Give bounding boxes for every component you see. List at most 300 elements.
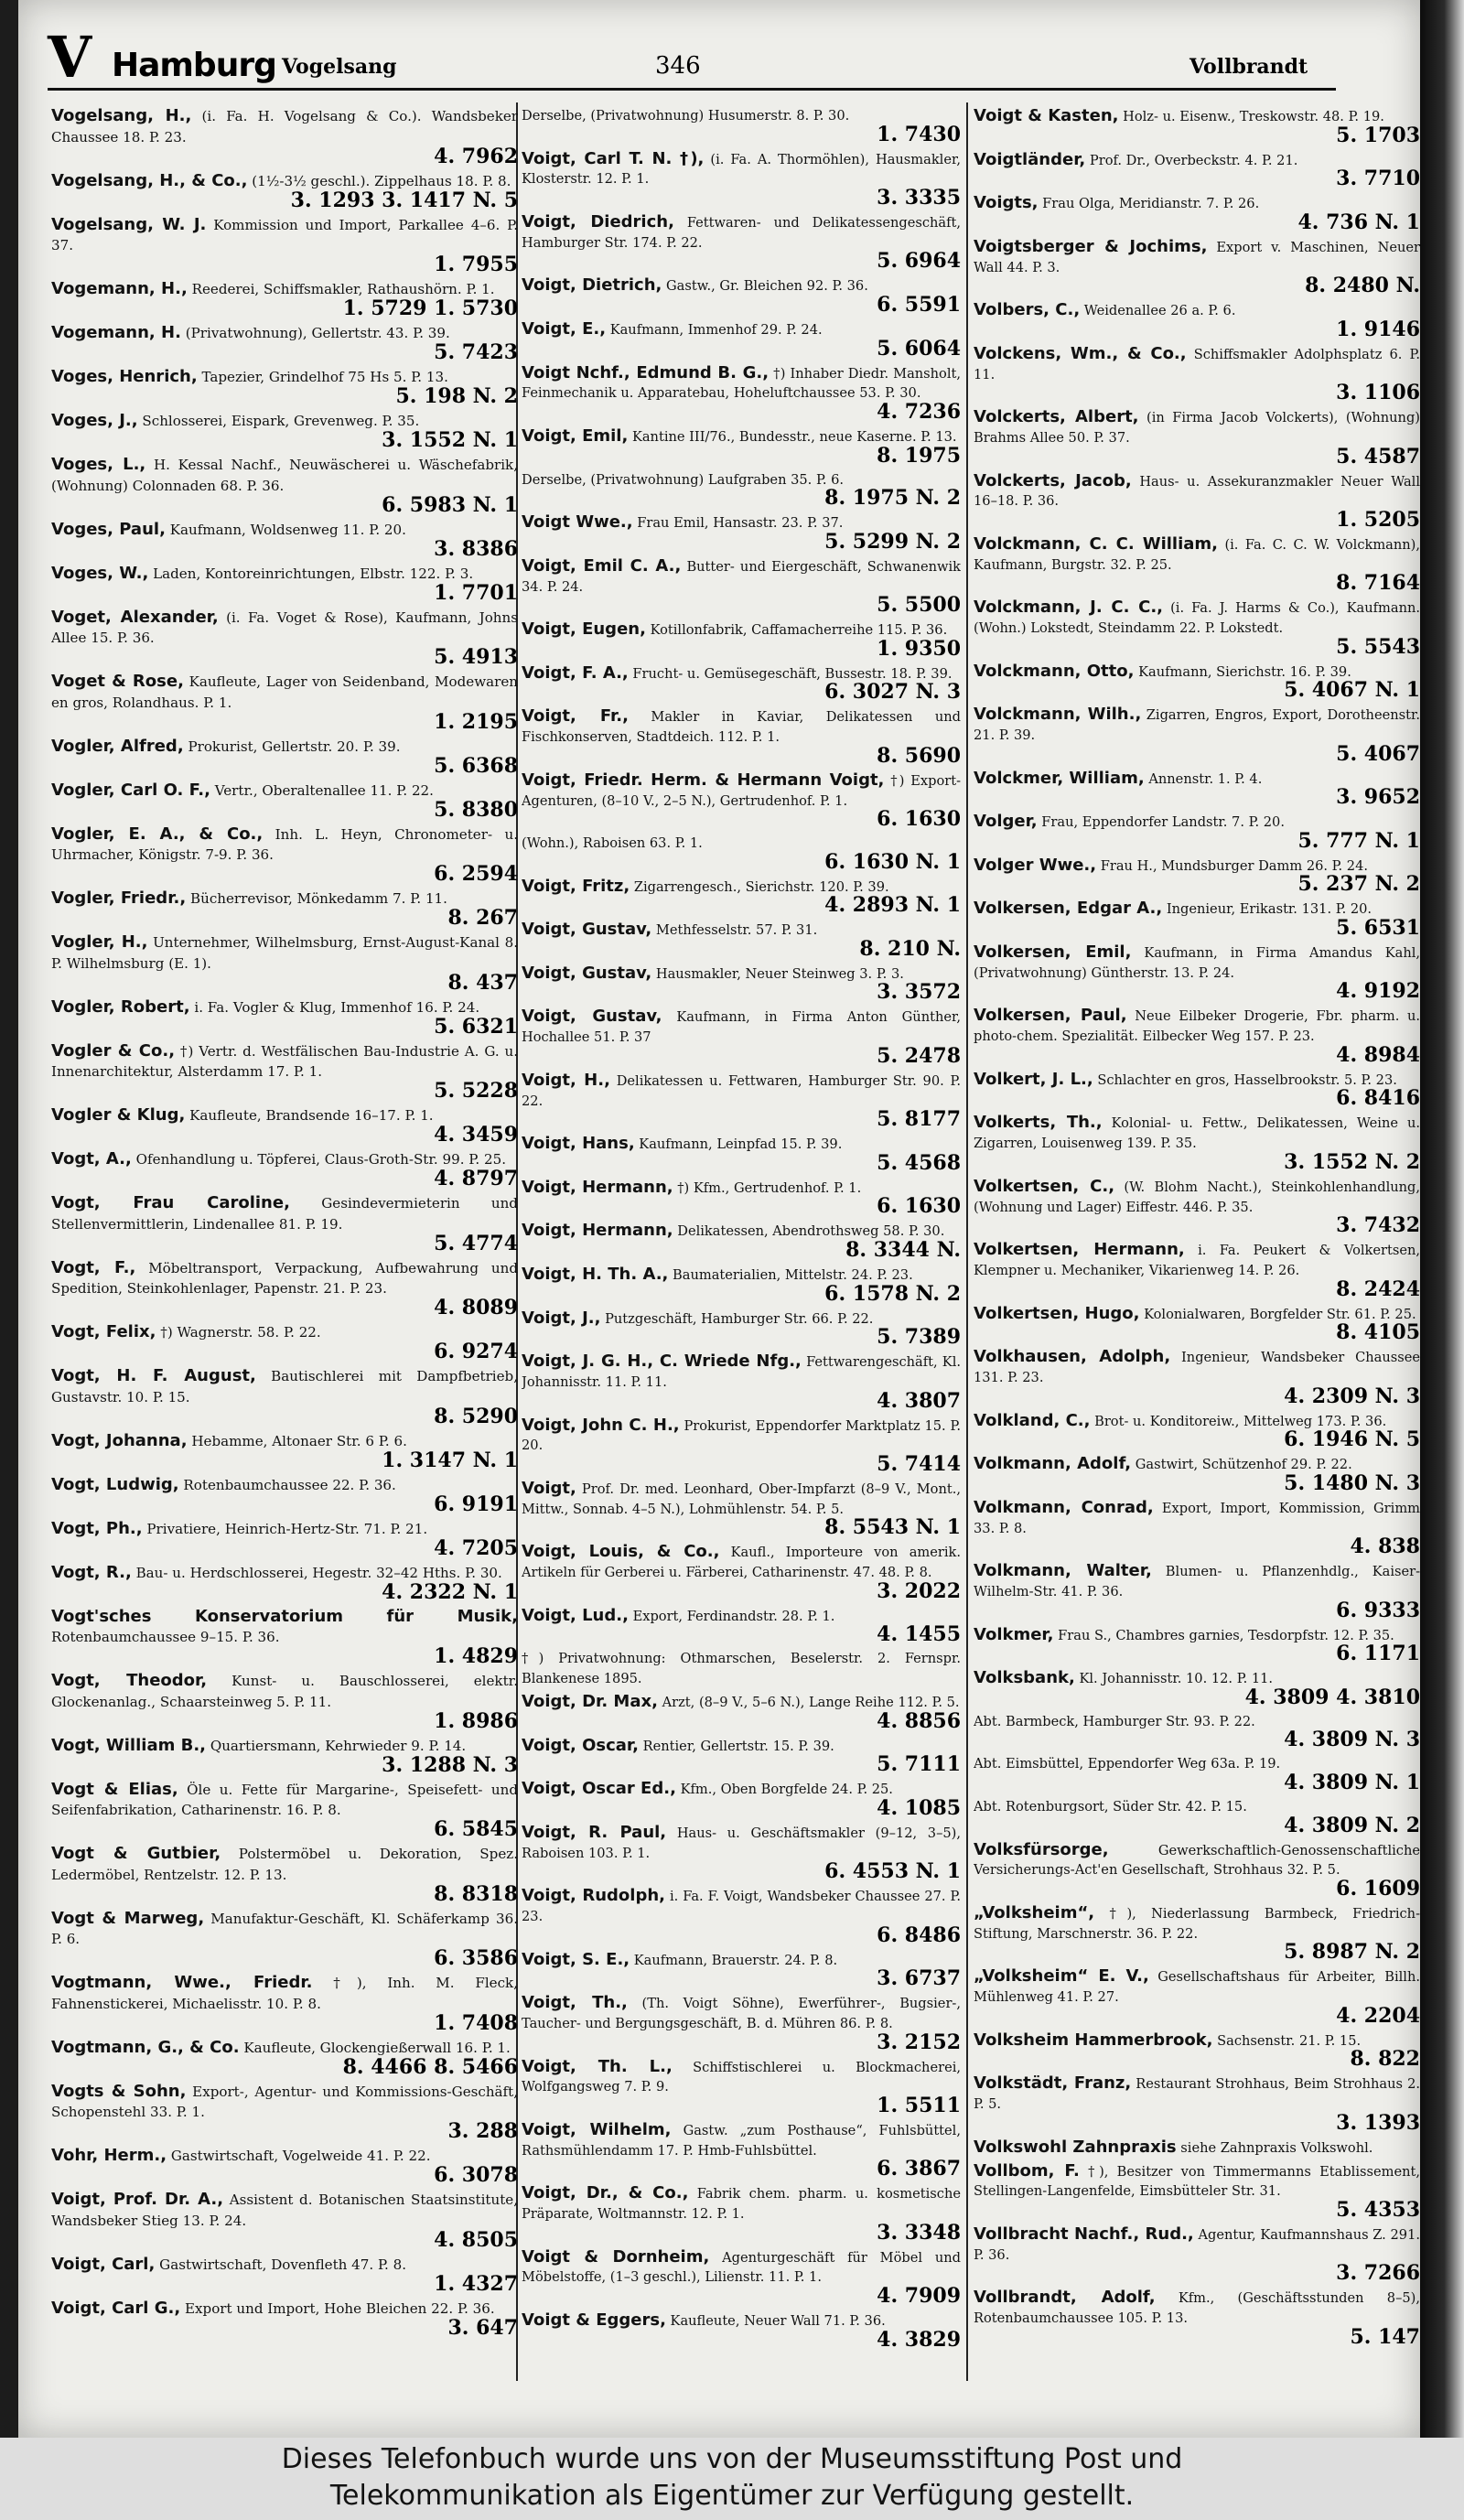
entry-details: Rotenbaumchaussee 9–15. P. 36. (51, 1629, 280, 1645)
entry-details: Gastw., Gr. Bleichen 92. P. 36. (666, 278, 868, 295)
directory-entry (974, 812, 1420, 853)
phone-number: 4. 3809 N. 2 (1284, 1813, 1420, 1837)
entry-name: Vogt, Theodor, (51, 1671, 208, 1690)
directory-entry (974, 1177, 1420, 1237)
entry-name: Vollbracht Nachf., Rud., (974, 2224, 1194, 2244)
entry-name: Volkland, C., (974, 1410, 1091, 1430)
entry-details: Schiffstischlerei u. Blockmacherei, Wolfgangsweg 7. P. 9. (522, 2059, 961, 2095)
entry-details: Inh. L. Heyn, Chronometer- u. Uhrmacher, Königstr. 7-9. P. 36. (51, 825, 518, 863)
phone-number: 4. 3809 4. 3810 (1244, 1685, 1420, 1709)
phone-number: 1. 9146 (1336, 317, 1420, 341)
phone-number: 5. 1480 N. 3 (1284, 1470, 1420, 1495)
entry-name: Vogt, Johanna, (51, 1430, 188, 1450)
entry-details: Prof. Dr., Overbeckstr. 4. P. 21. (1089, 152, 1298, 168)
phone-number: 8. 210 N. (859, 936, 961, 961)
phone-number: 3. 9652 (1336, 785, 1420, 810)
directory-entry (974, 1304, 1420, 1345)
phone-number: 3. 3348 (877, 2220, 961, 2245)
footer-line-1: Dieses Telefonbuch wurde uns von der Museumsstiftung Post und (281, 2443, 1183, 2475)
entry-details: Blumen- u. Pflanzenhdlg., Kaiser-Wilhelm-Str. 41. P. 36. (974, 1564, 1420, 1599)
directory-entry (522, 1479, 961, 1539)
phone-number: 1. 3147 N. 1 (382, 1448, 518, 1472)
directory-entry (522, 834, 961, 874)
directory-entry (522, 1950, 961, 1991)
directory-entry (51, 1519, 518, 1560)
directory-entry (51, 1258, 518, 1320)
phone-number: 4. 7962 (434, 144, 518, 168)
entry-details: (i. Fa. A. Thormöhlen), Hausmakler, Klosterstr. 12. P. 1. (522, 151, 961, 188)
phone-number: 4. 2309 N. 3 (1284, 1384, 1420, 1408)
entry-details: Neue Eilbeker Drogerie, Fbr. pharm. u. photo-chem. Spezialität. Eilbecker Weg 157. P. 23. (974, 1008, 1420, 1045)
entry-details: Putzgeschäft, Hamburger Str. 66. P. 22. (605, 1310, 874, 1327)
phone-number: 1. 5511 (877, 2093, 961, 2117)
directory-entry (51, 1844, 518, 1906)
entry-name: Vogt'sches Konservatorium für Musik, (51, 1606, 518, 1626)
directory-entry (51, 672, 518, 734)
entry-details: Ingenieur, Erikastr. 131. P. 20. (1166, 901, 1372, 918)
phone-number: 6. 1630 N. 1 (824, 849, 961, 874)
directory-entry (522, 964, 961, 1005)
entry-name: Vogler, Friedr., (51, 888, 187, 908)
directory-entry (51, 1780, 518, 1842)
phone-number: 6. 3027 N. 3 (824, 680, 961, 705)
page-number: 346 (655, 52, 701, 80)
entry-details: Frucht- u. Gemüsegeschäft, Bussestr. 18. P. 39. (632, 665, 953, 682)
phone-number: 5. 237 N. 2 (1297, 872, 1420, 897)
directory-entry (51, 781, 518, 822)
entry-name: Volkersen, Paul, (974, 1006, 1127, 1026)
phone-number: 8. 2424 (1336, 1276, 1420, 1301)
entry-name: Voges, W., (51, 563, 149, 583)
entry-name: Voigt & Eggers, (522, 2310, 666, 2331)
entry-name: Volckmer, William, (974, 768, 1145, 788)
directory-entry (522, 1007, 961, 1067)
directory-entry (51, 367, 518, 408)
phone-number: 6. 3586 (434, 1946, 518, 1970)
directory-entry (974, 1668, 1420, 1709)
entry-details: Abt. Rotenburgsort, Süder Str. 42. P. 15. (974, 1798, 1247, 1815)
phone-number: 5. 777 N. 1 (1297, 828, 1420, 853)
entry-details: (W. Blohm Nacht.), Steinkohlenhandlung, (Wohnung und Lager) Eiffestr. 446. P. 35. (974, 1179, 1420, 1215)
phone-number: 6. 8486 (877, 1922, 961, 1947)
directory-column-3 (974, 106, 1420, 2379)
entry-details: †) Wagnerstr. 58. P. 22. (160, 1324, 321, 1341)
entry-name: Vogelsang, H., (51, 106, 192, 125)
entry-name: Voigt, Emil, (522, 425, 629, 446)
entry-details: Kolonial- u. Fettw., Delikatessen, Weine u. Zigarren, Louisenweg 139. P. 35. (974, 1115, 1420, 1152)
directory-entry (51, 737, 518, 778)
directory-entry (51, 997, 518, 1039)
phone-number: 6. 1609 (1336, 1876, 1420, 1901)
entry-details: Brot- u. Konditoreiw., Mittelweg 173. P. 36. (1094, 1413, 1387, 1429)
directory-entry (51, 888, 518, 930)
directory-entry (522, 877, 961, 918)
directory-entry (974, 1006, 1420, 1066)
phone-number: 1. 7701 (434, 580, 518, 605)
phone-number: 5. 6321 (434, 1014, 518, 1039)
directory-entry (522, 1993, 961, 2053)
directory-entry (51, 323, 518, 364)
entry-details: Rotenbaumchaussee 22. P. 36. (183, 1476, 396, 1493)
phone-number: 6. 8416 (1336, 1086, 1420, 1111)
phone-number: 1. 8986 (434, 1708, 518, 1733)
phone-number: 5. 5228 (434, 1079, 518, 1103)
page-header (48, 24, 1336, 91)
entry-name: Voigt Nchf., Edmund B. G., (522, 362, 770, 382)
directory-entry (51, 1909, 518, 1971)
directory-entry (522, 1779, 961, 1820)
entry-name: Voges, J., (51, 411, 138, 430)
phone-number: 1. 2195 (434, 709, 518, 734)
entry-name: Volkert, J. L., (974, 1069, 1093, 1089)
entry-name: Volksbank, (974, 1668, 1075, 1688)
directory-entry (974, 2288, 1420, 2348)
directory-entry (522, 1178, 961, 1219)
entry-details: Abt. Eimsbüttel, Eppendorfer Weg 63a. P. 19. (974, 1756, 1281, 1772)
entry-details: i. Fa. F. Voigt, Wandsbeker Chaussee 27. P. 23. (522, 1889, 961, 1924)
directory-entry (974, 1561, 1420, 1621)
entry-name: Vogler, E. A., & Co., (51, 824, 264, 844)
entry-details: Kfm., (Geschäftsstunden 8–5), Rotenbaumchaussee 105. P. 13. (974, 2290, 1420, 2327)
entry-name: Voigt Wwe., (522, 512, 633, 533)
entry-details: Kaufmann, in Firma Amandus Kahl, (Privatwohnung) Güntherstr. 13. P. 24. (974, 945, 1420, 981)
entry-details: †) Vertr. d. Westfälischen Bau-Industrie A. G. u. Innenarchitektur, Alsterdamm 17. P. 1. (51, 1042, 518, 1080)
entry-details: Kfm., Oben Borgfelde 24. P. 25. (680, 1782, 893, 1798)
phone-number: 4. 9192 (1336, 979, 1420, 1004)
entry-name: Volkswohl Zahnpraxis (974, 2137, 1177, 2157)
entry-name: Voigt, Fritz, (522, 876, 630, 896)
entry-details: Kaufmann, Immenhof 29. P. 24. (609, 321, 823, 338)
phone-number: 8. 267 (447, 906, 518, 930)
directory-column-2 (522, 106, 961, 2379)
entry-details: Kunst- u. Bauschlosserei, elektr. Glockenanlag., Schaarsteinweg 5. P. 11. (51, 1673, 518, 1710)
entry-name: Voigt & Kasten, (974, 106, 1119, 125)
entry-details: Zigarren, Engros, Export, Dorotheenstr. 21. P. 39. (974, 707, 1420, 744)
phone-number: 8. 5690 (877, 743, 961, 768)
phone-number: 4. 8984 (1336, 1042, 1420, 1067)
entry-details: Fettwaren- und Delikatessengeschäft, Hamburger Str. 174. P. 22. (522, 214, 961, 251)
phone-number: 3. 2022 (877, 1578, 961, 1603)
directory-entry (522, 1416, 961, 1476)
directory-entry (974, 1347, 1420, 1407)
entry-details: Export, Ferdinandstr. 28. P. 1. (632, 1608, 835, 1624)
phone-number: 3. 647 (447, 2315, 518, 2340)
phone-number: 1. 5729 1. 5730 (342, 296, 518, 320)
phone-number: 8. 437 (447, 970, 518, 995)
directory-entry (51, 608, 518, 670)
entry-details: Tapezier, Grindelhof 75 Hs 5. P. 13. (201, 369, 448, 385)
entry-name: Voigt, Oscar, (522, 1735, 639, 1755)
entry-name: Volkhausen, Adolph, (974, 1347, 1171, 1367)
directory-entry (522, 363, 961, 424)
phone-number: 4. 8797 (434, 1167, 518, 1190)
entry-name: Voges, Henrich, (51, 367, 198, 386)
directory-entry (522, 706, 961, 767)
entry-details: Derselbe, (Privatwohnung) Laufgraben 35. P. 6. (522, 471, 845, 488)
entry-name: Voges, L., (51, 455, 146, 474)
phone-number: 6. 9333 (1336, 1598, 1420, 1622)
directory-entry (522, 2247, 961, 2308)
directory-entry (974, 1797, 1420, 1837)
entry-name: Voigt, Th., (522, 1993, 628, 2013)
directory-entry (974, 237, 1420, 297)
directory-entry (51, 2299, 518, 2340)
phone-number: 3. 6737 (877, 1966, 961, 1991)
directory-entry (974, 1903, 1420, 1964)
entry-name: Vogt & Gutbier, (51, 1844, 221, 1863)
entry-name: Vogt, Felix, (51, 1322, 156, 1341)
entry-name: Vogt & Elias, (51, 1779, 178, 1799)
phone-number: 4. 8505 (434, 2227, 518, 2252)
entry-name: Voigt, Dietrich, (522, 275, 662, 296)
phone-number: 6. 1171 (1336, 1642, 1420, 1666)
directory-entry (974, 344, 1420, 404)
phone-number: 6. 1578 N. 2 (824, 1281, 961, 1306)
entry-details: Annenstr. 1. P. 4. (1148, 770, 1263, 787)
entry-name: Voigt, Dr. Max, (522, 1691, 658, 1711)
entry-details: Kaufleute, Glockengießerwall 16. P. 1. (243, 2039, 511, 2056)
entry-details: Ingenieur, Wandsbeker Chaussee 131. P. 23. (974, 1350, 1420, 1386)
directory-entry (974, 407, 1420, 468)
entry-details: †) Export-Agenturen, (8–10 V., 2–5 N.), Gertrudenhof. P. 1. (522, 772, 961, 809)
entry-name: Voigt, Gustav, (522, 1007, 662, 1027)
entry-name: Vogler, Alfred, (51, 736, 184, 756)
phone-number: 5. 4067 N. 1 (1284, 678, 1420, 703)
directory-column-1 (51, 106, 518, 2379)
phone-number: 8. 8318 (434, 1881, 518, 1906)
phone-number: 3. 7432 (1336, 1213, 1420, 1238)
phone-number: 8. 1975 N. 2 (824, 486, 961, 511)
phone-number: 3. 7266 (1336, 2261, 1420, 2286)
directory-entry (522, 2310, 961, 2352)
entry-details: †) Inhaber Diedr. Mansholt, Feinmechanik u. Apparatebau, Hoheluftchaussee 53. P. 30. (522, 365, 961, 402)
entry-details: Frau Olga, Meridianstr. 7. P. 26. (1042, 196, 1260, 212)
phone-number: 1. 9350 (877, 636, 961, 661)
entry-name: Voigts, (974, 193, 1039, 213)
directory-entry (974, 1840, 1420, 1901)
phone-number: 8. 4105 (1336, 1320, 1420, 1345)
entry-details: Delikatessen u. Fettwaren, Hamburger Str. 90. P. 22. (522, 1072, 961, 1109)
entry-name: Volkertsen, C., (974, 1176, 1115, 1196)
entry-name: Vogler, Carl O. F., (51, 780, 210, 800)
directory-entry (522, 1692, 961, 1733)
directory-entry (51, 2255, 518, 2296)
entry-details: Öle u. Fette für Margarine-, Speisefett- und Seifenfabrikation, Catharinenstr. 16. P. 8. (51, 1781, 518, 1818)
entry-name: Voigt, Th. L., (522, 2056, 673, 2076)
directory-entry (974, 1070, 1420, 1111)
entry-name: Voigt, John C. H., (522, 1415, 680, 1435)
entry-details: Rentier, Gellertstr. 15. P. 39. (642, 1738, 834, 1754)
directory-entry (51, 279, 518, 320)
entry-name: Vogler, H., (51, 932, 148, 952)
entry-name: Volckerts, Jacob, (974, 470, 1132, 490)
phone-number: 4. 1455 (877, 1622, 961, 1647)
entry-details: (i. Fa. H. Vogelsang & Co.). Wandsbeker Chaussee 18. P. 23. (51, 108, 518, 145)
directory-entry (522, 106, 961, 146)
directory-entry (522, 619, 961, 661)
directory-entry (51, 106, 518, 168)
entry-details: (1½-3½ geschl.). Zippelhaus 18. P. 8. (252, 172, 511, 189)
entry-name: Vogt & Marweg, (51, 1908, 205, 1928)
entry-details: Holz- u. Eisenw., Treskowstr. 48. P. 19. (1123, 109, 1384, 124)
entry-name: Vollbom, F. (974, 2160, 1080, 2181)
directory-entry (974, 856, 1420, 897)
entry-name: Voigt, Carl T. N. †), (522, 148, 705, 168)
entry-details: Kaufleute, Lager von Seidenband, Modewaren en gros, Rolandhaus. P. 1. (51, 673, 518, 711)
entry-name: Volkmann, Walter, (974, 1561, 1152, 1581)
entry-name: Voigt, (522, 1479, 576, 1498)
phone-number: 4. 7205 (434, 1535, 518, 1560)
phone-number: 5. 8987 N. 2 (1284, 1940, 1420, 1965)
entry-name: Volkerts, Th., (974, 1113, 1103, 1133)
entry-name: Volbers, C., (974, 300, 1081, 320)
directory-entry (51, 455, 518, 517)
phone-number: 6. 1630 (877, 807, 961, 832)
entry-name: Voigt, Hans, (522, 1134, 635, 1154)
entry-details: Vertr., Oberaltenallee 11. P. 22. (214, 781, 434, 799)
entry-details: siehe Zahnpraxis Volkswohl. (1180, 2139, 1373, 2156)
phone-number: 6. 5845 (434, 1817, 518, 1841)
phone-number: 6. 3078 (434, 2163, 518, 2187)
directory-entry (974, 705, 1420, 765)
directory-entry (522, 2057, 961, 2117)
entry-details: Kolonialwaren, Borgfelder Str. 61. P. 25. (1144, 1306, 1416, 1322)
directory-entry (522, 275, 961, 317)
entry-name: Volkmer, (974, 1624, 1054, 1644)
entry-details: Hebamme, Altonaer Str. 6 P. 6. (191, 1432, 407, 1449)
entry-name: Vogt, Frau Caroline, (51, 1193, 290, 1212)
entry-details: Kl. Johannisstr. 10. 12. P. 11. (1079, 1671, 1274, 1687)
directory-entry (522, 663, 961, 705)
directory-entry (974, 769, 1420, 810)
phone-number: 6. 1630 (877, 1194, 961, 1219)
entry-details: Sachsenstr. 21. P. 15. (1217, 2032, 1362, 2049)
entry-name: Voigt, Hermann, (522, 1221, 673, 1241)
phone-number: 5. 4774 (434, 1231, 518, 1255)
phone-number: 6. 5983 N. 1 (382, 492, 518, 517)
entry-details: Abt. Barmbeck, Hamburger Str. 93. P. 22. (974, 1713, 1255, 1729)
phone-number: 5. 7389 (877, 1325, 961, 1350)
phone-number: 5. 6064 (877, 336, 961, 361)
entry-details: (Th. Voigt Söhne), Ewerführer-, Bugsier-, Taucher- und Bergungsgeschäft, B. d. Mühren 86. P. 8. (522, 1996, 961, 2031)
directory-entry (974, 1498, 1420, 1558)
entry-details: Weidenallee 26 a. P. 6. (1083, 303, 1236, 319)
directory-entry (522, 470, 961, 511)
directory-entry (974, 471, 1420, 532)
entry-name: Volksheim Hammerbrook, (974, 2030, 1213, 2050)
entry-name: Voget, Alexander, (51, 607, 219, 627)
phone-number: 3. 1393 (1336, 2110, 1420, 2135)
directory-entry (974, 1625, 1420, 1666)
entry-name: Voigt, Carl, (51, 2254, 156, 2274)
entry-details: Export, Import, Kommission, Grimm 33. P. 8. (974, 1500, 1420, 1536)
phone-number: 5. 4587 (1336, 444, 1420, 468)
entry-details: †), Inh. M. Fleck, Fahnenstickerei, Michaelisstr. 10. P. 8. (51, 1975, 518, 2012)
entry-details: Kaufleute, Neuer Wall 71. P. 36. (670, 2313, 886, 2330)
directory-entry (974, 300, 1420, 341)
phone-number: 1. 7408 (434, 2010, 518, 2035)
phone-number: 4. 2893 N. 1 (824, 893, 961, 918)
entry-details: †), Niederlassung Barmbeck, Friedrich-Stiftung, Marschnerstr. 36. P. 22. (974, 1905, 1420, 1942)
entry-details: i. Fa. Vogler & Klug, Immenhof 16. P. 24. (194, 998, 480, 1016)
entry-details: Schlosserei, Eispark, Grevenweg. P. 35. (142, 413, 420, 429)
entry-name: Vogt, William B., (51, 1735, 207, 1755)
directory-entry (974, 1754, 1420, 1794)
entry-details: Gesindevermieterin und Stellenvermittlerin, Lindenallee 81. P. 19. (51, 1195, 518, 1233)
entry-details: Bücherrevisor, Mönkedamm 7. P. 11. (190, 890, 447, 907)
phone-number: 8. 4466 8. 5466 (342, 2054, 518, 2079)
entry-details: Agenturgeschäft für Möbel und Möbelstoffe, (1–3 geschl.), Lilienstr. 11. P. 1. (522, 2249, 961, 2286)
directory-entry (522, 319, 961, 361)
entry-name: Vohr, Herm., (51, 2146, 167, 2165)
phone-number: 1. 7430 (877, 122, 961, 146)
directory-page (18, 0, 1420, 2438)
phone-number: 8. 2480 N. (1305, 274, 1420, 298)
entry-details: Kommission und Import, Parkallee 4–6. P. 37. (51, 216, 518, 253)
phone-number: 3. 2152 (877, 2030, 961, 2054)
entry-name: Vogt, Ph., (51, 1518, 143, 1538)
phone-number: 4. 1085 (877, 1795, 961, 1820)
entry-name: Voigt, H. Th. A., (522, 1265, 669, 1285)
directory-entry (974, 2030, 1420, 2072)
entry-name: Volckmann, J. C. C., (974, 598, 1164, 618)
entry-name: Voigt, Carl G., (51, 2298, 181, 2318)
phone-number: 5. 5500 (877, 593, 961, 618)
directory-entry (51, 1973, 518, 2035)
entry-name: Voigt, Louis, & Co., (522, 1542, 720, 1562)
entry-name: Voigt, Dr., & Co., (522, 2183, 689, 2203)
entry-name: Volkmann, Conrad, (974, 1497, 1154, 1517)
entry-details: Frau, Eppendorfer Landstr. 7. P. 20. (1041, 814, 1285, 831)
directory-entry (51, 171, 518, 212)
entry-details: Ofenhandlung u. Töpferei, Claus-Groth-Str. 99. P. 25. (135, 1151, 507, 1168)
directory-entry (522, 1265, 961, 1306)
entry-name: Voigt, Wilhelm, (522, 2119, 672, 2139)
city-name: Hamburg (112, 47, 276, 84)
last-entry-name: Vollbrandt (1190, 55, 1308, 79)
entry-details: (Wohn.), Raboisen 63. P. 1. (522, 835, 703, 852)
directory-entry (51, 1607, 518, 1669)
directory-entry (522, 1071, 961, 1131)
entry-details: Fabrik chem. pharm. u. kosmetische Präparate, Woltmannstr. 12. P. 1. (522, 2186, 961, 2223)
directory-entry (51, 520, 518, 561)
phone-number: 6. 5591 (877, 292, 961, 317)
directory-entry (522, 212, 961, 273)
directory-entry (522, 1736, 961, 1777)
entry-name: Volckens, Wm., & Co., (974, 343, 1187, 363)
entry-name: Voigt, Friedr. Herm. & Hermann Voigt, (522, 770, 885, 790)
directory-entry (522, 426, 961, 468)
entry-name: Vogemann, H. (51, 323, 181, 342)
entry-details: Fettwarengeschäft, Kl. Johannisstr. 11. P. 11. (522, 1354, 961, 1391)
entry-name: Voigt, Gustav, (522, 963, 652, 983)
entry-details: Export-, Agentur- und Kommissions-Geschäft, Schopenstehl 33. P. 1. (51, 2083, 518, 2120)
entry-details: Frau H., Mundsburger Damm 26. P. 24. (1100, 857, 1369, 874)
directory-entry (974, 106, 1420, 147)
directory-entry (51, 2082, 518, 2144)
phone-number: 6. 9191 (434, 1492, 518, 1516)
entry-details: Haus- u. Geschäftsmakler (9–12, 3–5), Raboisen 103. P. 1. (522, 1825, 961, 1861)
entry-name: Volckmann, Otto, (974, 661, 1135, 681)
entry-name: Volckerts, Albert, (974, 407, 1139, 427)
section-letter: V (48, 24, 92, 91)
entry-details: Möbeltransport, Verpackung, Aufbewahrung und Spedition, Steinkohlenlager, Papenstr. 21. P. 23. (51, 1259, 518, 1297)
phone-number: 5. 147 (1350, 2324, 1420, 2349)
phone-number: 4. 2322 N. 1 (382, 1579, 518, 1604)
phone-number: 5. 5543 (1336, 634, 1420, 659)
directory-entry (974, 2073, 1420, 2134)
column-divider (966, 102, 968, 2381)
